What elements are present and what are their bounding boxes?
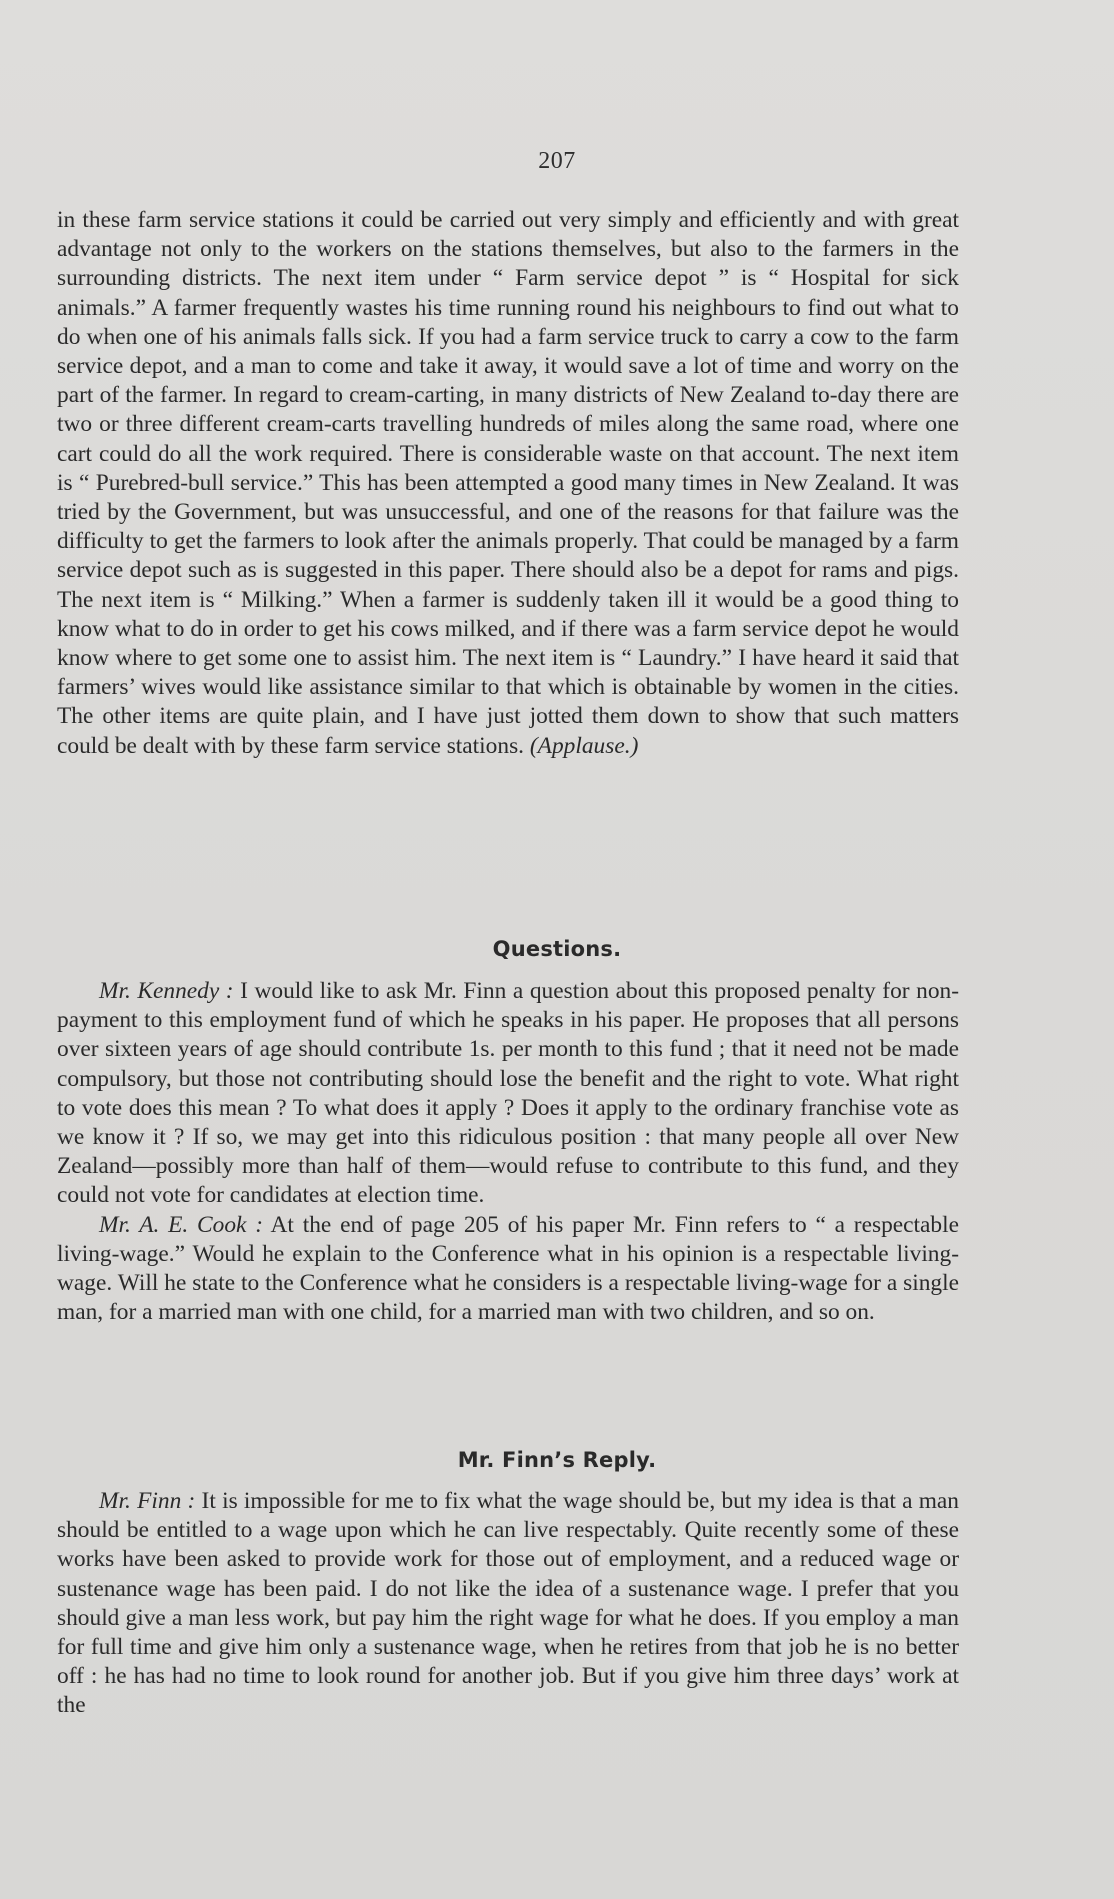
question-text: At the end of page 205 of his paper Mr. Finn refers to “ a respectable living-wage.” Would he explain to the Conference what in his opinion is a respectable living-wage. Will he state to the Conference what he considers is a respectable living-wage for a single man, for a married man with one child, for a married man with two children, and so on. — [57, 1211, 959, 1326]
intro-paragraph — [57, 206, 959, 761]
reply-text: It is impossible for me to fix what the wage should be, but my idea is that a man should be entitled to a wage upon which he can live respectably. Quite recently some of these works have been asked to provide work for those out of employment, and a reduced wage or sustenance wage has been paid. I do not like the idea of a sustenance wage. I prefer that you should give a man less work, but pay him the right wage for what he does. If you employ a man for full time and give him only a sustenance wage, when he retires from that job he is no better off : he has had no time to look round for another job. But if you give him three days’ work at the — [57, 1488, 959, 1719]
applause-note: (Applause.) — [529, 732, 639, 759]
reply-paragraph — [57, 1487, 959, 1721]
question-paragraph — [57, 977, 959, 1211]
reply-section — [57, 1487, 959, 1721]
question-text: I would like to ask Mr. Finn a question about this proposed penalty for non-payment to this employment fund of which he speaks in his paper. He proposes that all persons over sixteen years of age should contribute 1s. per month to this fund ; that it need not be made compulsory, but those not contributing should lose the benefit and the right to vote. What right to vote does this mean ? To what does it apply ? Does it apply to the ordinary franchise vote as we know it ? If so, we may get into this ridiculous position : that many people all over New Zealand—possibly more than half of them—would refuse to contribute to this fund, and they could not vote for candidates at election time. — [57, 978, 960, 1209]
questions-heading: Questions. — [492, 937, 622, 961]
speaker-name: Mr. A. E. Cook : — [99, 1211, 264, 1238]
intro-section — [57, 206, 959, 761]
speaker-name: Mr. Finn : — [99, 1488, 196, 1514]
intro-text: in these farm service stations it could be carried out very simply and efficiently and with great advantage not only to the workers on the stations themselves, but also to the farmers in the surrounding districts. The next item under “ Farm service depot ” is “ Hospital for sick animals.” A farmer frequently wastes his time running round his neighbours to find out what to do when one of his animals falls sick. If you had a farm service truck to carry a cow to the farm service depot, and a man to come and take it away, it would save a lot of time and worry on the part of the farmer. In regard to cream-carting, in many districts of New Zealand to-day there are two or three different cream-carts travelling hundreds of miles along the same road, where one cart could do all the work required. There is considerable waste on that account. The next item is “ Purebred-bull service.” This has been attempted a good many times in New Zealand. It was tried by the Government, but was unsuccessful, and one of the reasons for that failure was the difficulty to get the farmers to look after the animals properly. That could be managed by a farm service depot such as is suggested in this paper. There should also be a depot for rams and pigs. The next item is “ Milking.” When a farmer is suddenly taken ill it would be a good thing to know what to do in order to get his cows milked, and if there was a farm service depot he would know where to get some one to assist him. The next item is “ Laundry.” I have heard it said that farmers’ wives would like assistance similar to that which is obtainable by women in the cities. The other items are quite plain, and I have just jotted them down to show that such matters could be dealt with by these farm service stations. — [57, 207, 959, 759]
questions-section — [57, 977, 959, 1327]
speaker-name: Mr. Kennedy : — [99, 978, 234, 1004]
page-number: 207 — [538, 148, 576, 174]
question-paragraph — [57, 1211, 959, 1328]
reply-heading: Mr. Finn’s Reply. — [457, 1448, 657, 1472]
